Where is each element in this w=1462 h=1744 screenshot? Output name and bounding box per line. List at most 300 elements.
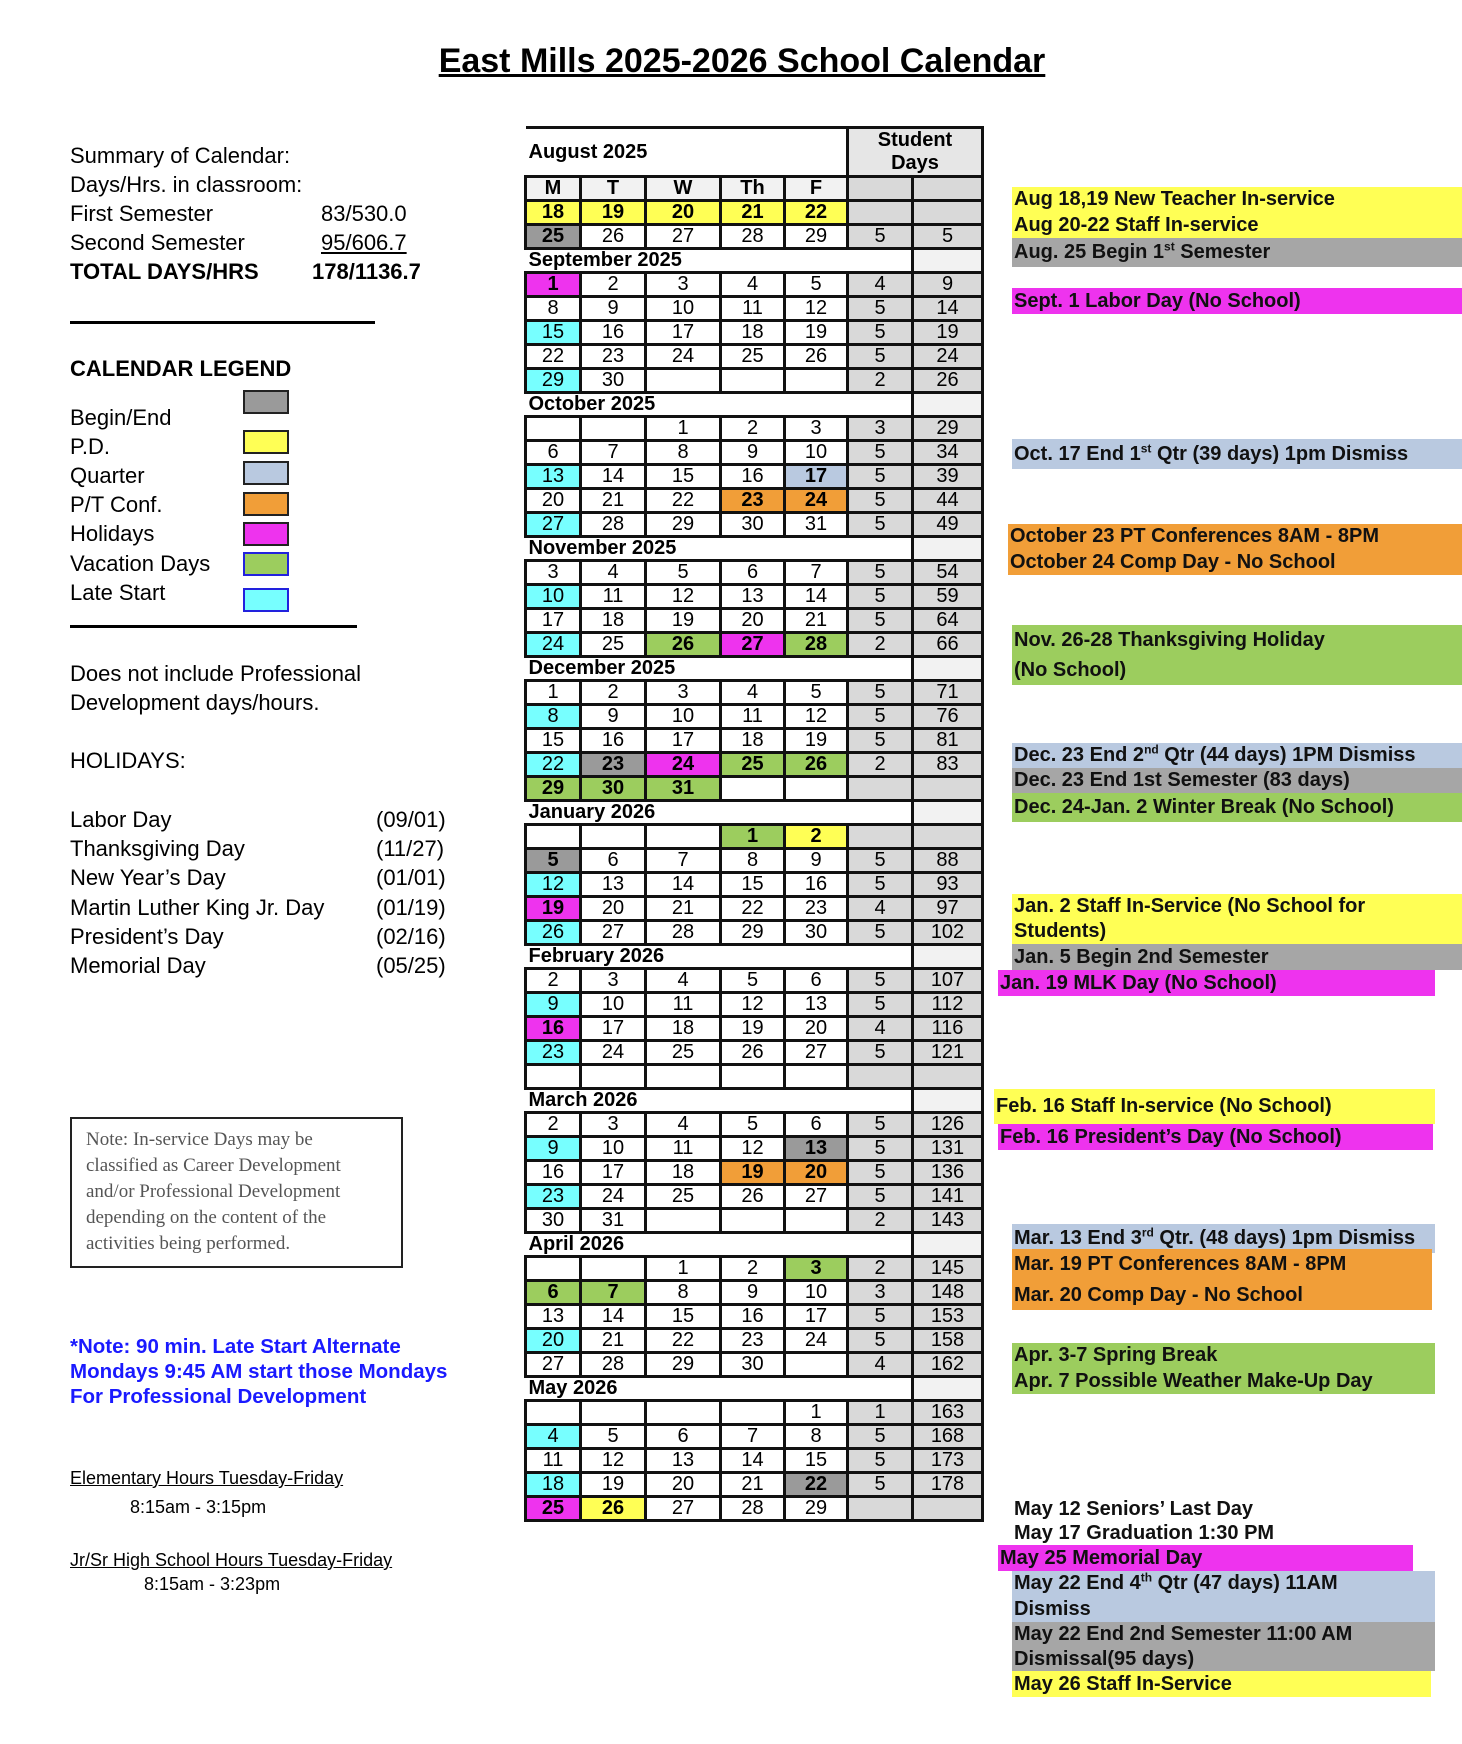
event-line: May 26 Staff In-Service: [1014, 1673, 1232, 1695]
event-note: [1012, 1343, 1435, 1394]
day-cell: 3: [785, 417, 848, 441]
day-cell: 2: [526, 969, 581, 993]
week-row: [526, 921, 983, 945]
week-student-days: 5: [848, 969, 913, 993]
holiday-name: Thanksgiving Day: [70, 836, 245, 862]
legend-swatch: [243, 522, 289, 546]
holiday-name: Memorial Day: [70, 953, 206, 978]
day-cell: 7: [785, 561, 848, 585]
week-student-days: 4: [848, 1017, 913, 1041]
day-cell: 26: [721, 1185, 785, 1209]
cumulative-student-days: [913, 201, 983, 225]
summary-heading: Summary of Calendar:: [70, 143, 291, 168]
day-cell: 30: [721, 1353, 785, 1377]
event-note: [998, 970, 1435, 996]
day-cell: [785, 1065, 848, 1089]
day-cell: 30: [581, 369, 646, 393]
cumulative-student-days: 83: [913, 753, 983, 777]
cumulative-student-days: 143: [913, 1209, 983, 1233]
day-cell: 19: [721, 1017, 785, 1041]
holiday-name: President’s Day: [70, 923, 224, 949]
day-cell: 28: [646, 921, 721, 945]
event-note: [1012, 238, 1462, 267]
month-header-row: [526, 393, 983, 417]
week-row: [526, 417, 983, 441]
event-note: [1012, 288, 1462, 314]
event-line: May 17 Graduation 1:30 PM: [1014, 1522, 1275, 1544]
day-cell: 11: [646, 1137, 721, 1161]
day-cell: 26: [581, 225, 646, 249]
legend-swatch: [243, 390, 289, 414]
cumulative-student-days: 97: [913, 897, 983, 921]
cumulative-student-days: 59: [913, 585, 983, 609]
day-cell: 25: [646, 1041, 721, 1065]
day-cell: 22: [721, 897, 785, 921]
cumulative-student-days: 19: [913, 321, 983, 345]
day-cell: 3: [785, 1257, 848, 1281]
event-note: [1012, 187, 1462, 238]
week-row: [526, 825, 983, 849]
day-cell: 5: [785, 273, 848, 297]
day-cell: 26: [526, 921, 581, 945]
day-cell: 19: [581, 1473, 646, 1497]
day-cell: 7: [646, 849, 721, 873]
day-cell: 27: [785, 1185, 848, 1209]
event-note: [1012, 743, 1462, 768]
event-line: Sept. 1 Labor Day (No School): [1014, 290, 1301, 312]
day-cell: 20: [526, 1329, 581, 1353]
day-cell: 6: [526, 1281, 581, 1305]
day-cell: 22: [526, 345, 581, 369]
event-line: Dec. 23 End 2nd Qtr (44 days) 1PM Dismiss: [1014, 742, 1416, 766]
day-cell: 26: [785, 753, 848, 777]
day-cell: 22: [526, 753, 581, 777]
week-student-days: 5: [848, 705, 913, 729]
week-student-days: 2: [848, 1257, 913, 1281]
cumulative-student-days: [913, 1065, 983, 1089]
day-cell: 17: [646, 729, 721, 753]
day-cell: 21: [581, 489, 646, 513]
month-header-row: [526, 1377, 983, 1401]
cumulative-student-days: 14: [913, 297, 983, 321]
week-student-days: 2: [848, 753, 913, 777]
day-cell: 25: [526, 1497, 581, 1521]
day-cell: 31: [646, 777, 721, 801]
total-label: TOTAL DAYS/HRS: [70, 259, 259, 284]
second-semester-value: 95/606.7: [321, 230, 407, 255]
week-row: [526, 1329, 983, 1353]
day-cell: 14: [581, 465, 646, 489]
week-row: [526, 1137, 983, 1161]
day-cell: 9: [785, 849, 848, 873]
day-cell: 24: [581, 1041, 646, 1065]
day-cell: 12: [721, 1137, 785, 1161]
day-cell: 8: [646, 1281, 721, 1305]
cumulative-student-days: 112: [913, 993, 983, 1017]
day-cell: 13: [721, 585, 785, 609]
week-student-days: [848, 1065, 913, 1089]
day-cell: 23: [785, 897, 848, 921]
day-cell: 13: [785, 1137, 848, 1161]
day-cell: 21: [721, 1473, 785, 1497]
day-cell: 24: [785, 1329, 848, 1353]
inservice-note-box: Note: In-service Days may be classified as Career Development and/or Professional Development depending on the content of the activities being performed.: [70, 1117, 403, 1268]
cumulative-student-days: 178: [913, 1473, 983, 1497]
day-cell: 10: [581, 993, 646, 1017]
cumulative-student-days: 81: [913, 729, 983, 753]
week-student-days: 5: [848, 1449, 913, 1473]
day-cell: 18: [646, 1161, 721, 1185]
day-cell: 27: [526, 513, 581, 537]
week-student-days: 5: [848, 465, 913, 489]
day-cell: 31: [581, 1209, 646, 1233]
event-line: Apr. 7 Possible Weather Make-Up Day: [1014, 1369, 1373, 1392]
cumulative-student-days: 102: [913, 921, 983, 945]
cumulative-student-days: 148: [913, 1281, 983, 1305]
day-cell: 20: [581, 897, 646, 921]
week-row: [526, 585, 983, 609]
day-cell: 5: [785, 681, 848, 705]
day-cell: 19: [526, 897, 581, 921]
month-header-filler: [913, 537, 983, 561]
week-row: [526, 1017, 983, 1041]
day-cell: 29: [785, 225, 848, 249]
day-cell: 16: [721, 465, 785, 489]
legend-label: Quarter: [70, 463, 145, 488]
week-row: [526, 489, 983, 513]
holiday-date: (05/25): [376, 953, 446, 978]
day-cell: [646, 1401, 721, 1425]
event-line: Aug 20-22 Staff In-service: [1014, 213, 1259, 236]
day-cell: 12: [526, 873, 581, 897]
day-cell: 2: [721, 417, 785, 441]
day-cell: 4: [581, 561, 646, 585]
week-row: [526, 609, 983, 633]
cumulative-student-days: 168: [913, 1425, 983, 1449]
cumulative-student-days: [913, 777, 983, 801]
day-cell: 29: [526, 369, 581, 393]
day-cell: 6: [721, 561, 785, 585]
week-row: [526, 1449, 983, 1473]
day-cell: [721, 1401, 785, 1425]
week-student-days: [848, 777, 913, 801]
month-header-filler: [913, 393, 983, 417]
cumulative-student-days: 141: [913, 1185, 983, 1209]
day-cell: 25: [721, 753, 785, 777]
cumulative-student-days: 131: [913, 1137, 983, 1161]
student-days-header: Student Days: [848, 128, 983, 177]
event-line: Mar. 19 PT Conferences 8AM - 8PM: [1014, 1253, 1347, 1275]
day-cell: [526, 1065, 581, 1089]
cumulative-student-days: 9: [913, 273, 983, 297]
day-cell: 4: [721, 681, 785, 705]
event-line: Mar. 20 Comp Day - No School: [1014, 1283, 1303, 1306]
superscript: rd: [1141, 1225, 1154, 1240]
cumulative-student-days: 107: [913, 969, 983, 993]
summary-subheading: Days/Hrs. in classroom:: [70, 172, 303, 197]
calendar-header-row: [526, 128, 983, 177]
holiday-date: (01/01): [376, 865, 446, 891]
month-header-row: [526, 657, 983, 681]
event-line: Aug 18,19 New Teacher In-service: [1014, 188, 1335, 210]
week-student-days: 1: [848, 1401, 913, 1425]
cumulative-student-days: 49: [913, 513, 983, 537]
day-cell: 30: [721, 513, 785, 537]
day-cell: 17: [526, 609, 581, 633]
day-cell: 23: [721, 1329, 785, 1353]
event-note: [994, 1089, 1435, 1124]
high-school-hours-time: 8:15am - 3:23pm: [144, 1574, 281, 1594]
day-cell: [785, 1209, 848, 1233]
event-note: [1012, 1622, 1435, 1671]
weekday-row: [526, 177, 983, 201]
week-student-days: 5: [848, 1185, 913, 1209]
event-line: October 24 Comp Day - No School: [1010, 550, 1336, 573]
cumulative-student-days: 88: [913, 849, 983, 873]
week-row: [526, 1041, 983, 1065]
day-cell: 4: [526, 1425, 581, 1449]
day-cell: 10: [646, 705, 721, 729]
week-student-days: 4: [848, 897, 913, 921]
week-row: [526, 1065, 983, 1089]
day-cell: 3: [581, 1113, 646, 1137]
day-cell: 11: [721, 297, 785, 321]
day-cell: 13: [646, 1449, 721, 1473]
day-cell: 8: [526, 705, 581, 729]
week-row: [526, 321, 983, 345]
weekday-header: Th: [721, 177, 785, 201]
cumulative-student-days: 121: [913, 1041, 983, 1065]
day-cell: 19: [581, 201, 646, 225]
day-cell: [785, 777, 848, 801]
day-cell: 4: [721, 273, 785, 297]
day-cell: 23: [581, 753, 646, 777]
day-cell: 16: [526, 1161, 581, 1185]
cumulative-student-days: 162: [913, 1353, 983, 1377]
month-title: September 2025: [526, 249, 913, 273]
day-cell: [785, 369, 848, 393]
day-cell: 4: [646, 969, 721, 993]
day-cell: 2: [526, 1113, 581, 1137]
month-title: April 2026: [526, 1233, 913, 1257]
week-student-days: 5: [848, 321, 913, 345]
divider: [70, 321, 375, 324]
week-row: [526, 969, 983, 993]
day-cell: 1: [646, 417, 721, 441]
day-cell: 15: [646, 1305, 721, 1329]
week-student-days: 5: [848, 849, 913, 873]
cumulative-student-days: 126: [913, 1113, 983, 1137]
week-student-days: 5: [848, 1329, 913, 1353]
student-days-col: [848, 177, 913, 201]
day-cell: 17: [581, 1017, 646, 1041]
day-cell: 30: [581, 777, 646, 801]
late-start-note-line: For Professional Development: [70, 1385, 367, 1408]
legend-label: Vacation Days: [70, 551, 211, 576]
event-line: Mar. 13 End 3rd Qtr. (48 days) 1pm Dismiss: [1014, 1225, 1416, 1249]
day-cell: 25: [526, 225, 581, 249]
day-cell: 12: [721, 993, 785, 1017]
week-row: [526, 225, 983, 249]
divider: [70, 625, 357, 628]
event-line: Students): [1014, 920, 1107, 942]
week-row: [526, 1305, 983, 1329]
day-cell: 24: [785, 489, 848, 513]
day-cell: 1: [721, 825, 785, 849]
event-line: Feb. 16 Staff In-service (No School): [996, 1095, 1332, 1117]
day-cell: 16: [526, 1017, 581, 1041]
day-cell: 7: [581, 441, 646, 465]
day-cell: 15: [526, 321, 581, 345]
week-student-days: 2: [848, 369, 913, 393]
week-student-days: 5: [848, 297, 913, 321]
month-header-row: [526, 249, 983, 273]
month-header-filler: [913, 1377, 983, 1401]
week-student-days: 5: [848, 1161, 913, 1185]
day-cell: 14: [721, 1449, 785, 1473]
day-cell: 7: [581, 1281, 646, 1305]
day-cell: 16: [785, 873, 848, 897]
day-cell: [581, 1257, 646, 1281]
day-cell: 12: [581, 1449, 646, 1473]
day-cell: 25: [581, 633, 646, 657]
holiday-date: (01/19): [376, 894, 446, 920]
legend-swatch: [243, 430, 289, 454]
day-cell: 17: [581, 1161, 646, 1185]
day-cell: [721, 1209, 785, 1233]
cumulative-student-days: 29: [913, 417, 983, 441]
event-note: [1012, 625, 1462, 685]
day-cell: 28: [721, 225, 785, 249]
total-value: 178/1136.7: [312, 259, 421, 284]
event-note: [1012, 768, 1462, 793]
day-cell: 7: [721, 1425, 785, 1449]
day-cell: 3: [646, 273, 721, 297]
late-start-note-line: *Note: 90 min. Late Start Alternate: [70, 1335, 401, 1358]
legend-label: P.D.: [70, 434, 110, 459]
event-line: Jan. 5 Begin 2nd Semester: [1014, 946, 1269, 968]
day-cell: 10: [526, 585, 581, 609]
day-cell: 20: [785, 1161, 848, 1185]
week-student-days: 5: [848, 513, 913, 537]
day-cell: 23: [526, 1185, 581, 1209]
day-cell: [721, 777, 785, 801]
day-cell: [646, 369, 721, 393]
holiday-date: (09/01): [376, 807, 446, 832]
day-cell: 18: [721, 729, 785, 753]
week-row: [526, 465, 983, 489]
event-line: Aug. 25 Begin 1st Semester: [1014, 239, 1271, 263]
day-cell: 14: [581, 1305, 646, 1329]
day-cell: 19: [721, 1161, 785, 1185]
event-line: Oct. 17 End 1st Qtr (39 days) 1pm Dismiss: [1014, 441, 1409, 465]
month-title: March 2026: [526, 1089, 913, 1113]
day-cell: 21: [721, 201, 785, 225]
day-cell: 8: [646, 441, 721, 465]
cumulative-student-days: 145: [913, 1257, 983, 1281]
month-title: December 2025: [526, 657, 913, 681]
week-student-days: [848, 201, 913, 225]
day-cell: 6: [785, 969, 848, 993]
week-student-days: 5: [848, 585, 913, 609]
day-cell: 18: [646, 1017, 721, 1041]
day-cell: 1: [526, 681, 581, 705]
day-cell: 14: [646, 873, 721, 897]
day-cell: [526, 1257, 581, 1281]
week-student-days: 5: [848, 1305, 913, 1329]
month-header-row: [526, 537, 983, 561]
superscript: st: [1140, 441, 1152, 456]
cumulative-days-col: [913, 177, 983, 201]
cumulative-student-days: 66: [913, 633, 983, 657]
week-row: [526, 561, 983, 585]
cumulative-student-days: 71: [913, 681, 983, 705]
day-cell: 18: [526, 201, 581, 225]
week-row: [526, 1425, 983, 1449]
month-header-row: [526, 801, 983, 825]
cumulative-student-days: 39: [913, 465, 983, 489]
event-line: Dismissal(95 days): [1014, 1647, 1195, 1670]
pd-note-line: Does not include Professional: [70, 661, 362, 686]
event-note: [1012, 1671, 1431, 1697]
event-note: [1012, 1497, 1435, 1545]
week-student-days: 5: [848, 1041, 913, 1065]
day-cell: 8: [721, 849, 785, 873]
elementary-hours-label: Elementary Hours Tuesday-Friday: [70, 1468, 344, 1488]
day-cell: 3: [646, 681, 721, 705]
day-cell: 13: [785, 993, 848, 1017]
day-cell: 20: [646, 1473, 721, 1497]
cumulative-student-days: [913, 1497, 983, 1521]
day-cell: [721, 369, 785, 393]
cumulative-student-days: 136: [913, 1161, 983, 1185]
event-line: Feb. 16 President’s Day (No School): [1000, 1126, 1342, 1148]
legend-label: P/T Conf.: [70, 492, 163, 517]
event-line: May 12 Seniors’ Last Day: [1014, 1498, 1254, 1520]
event-line: May 25 Memorial Day: [1000, 1547, 1203, 1569]
event-line: Dec. 23 End 1st Semester (83 days): [1014, 769, 1350, 791]
day-cell: 13: [526, 1305, 581, 1329]
day-cell: 12: [785, 705, 848, 729]
cumulative-student-days: [913, 825, 983, 849]
day-cell: 17: [785, 465, 848, 489]
cumulative-student-days: 153: [913, 1305, 983, 1329]
second-semester-label: Second Semester: [70, 230, 245, 255]
first-semester-value: 83/530.0: [321, 201, 407, 226]
holidays-title: HOLIDAYS:: [70, 748, 186, 773]
day-cell: 9: [721, 441, 785, 465]
legend-swatch: [243, 461, 289, 485]
cumulative-student-days: 173: [913, 1449, 983, 1473]
first-semester-label: First Semester: [70, 201, 214, 226]
day-cell: 9: [581, 297, 646, 321]
legend-label: Begin/End: [70, 405, 172, 430]
week-student-days: 5: [848, 1473, 913, 1497]
day-cell: 15: [721, 873, 785, 897]
day-cell: 1: [646, 1257, 721, 1281]
day-cell: 1: [785, 1401, 848, 1425]
week-student-days: 4: [848, 1353, 913, 1377]
week-student-days: 5: [848, 345, 913, 369]
week-row: [526, 681, 983, 705]
day-cell: 29: [785, 1497, 848, 1521]
holiday-name: Labor Day: [70, 807, 172, 832]
cumulative-student-days: 158: [913, 1329, 983, 1353]
day-cell: 13: [581, 873, 646, 897]
holiday-name: New Year’s Day: [70, 865, 226, 891]
day-cell: 29: [721, 921, 785, 945]
day-cell: [581, 417, 646, 441]
